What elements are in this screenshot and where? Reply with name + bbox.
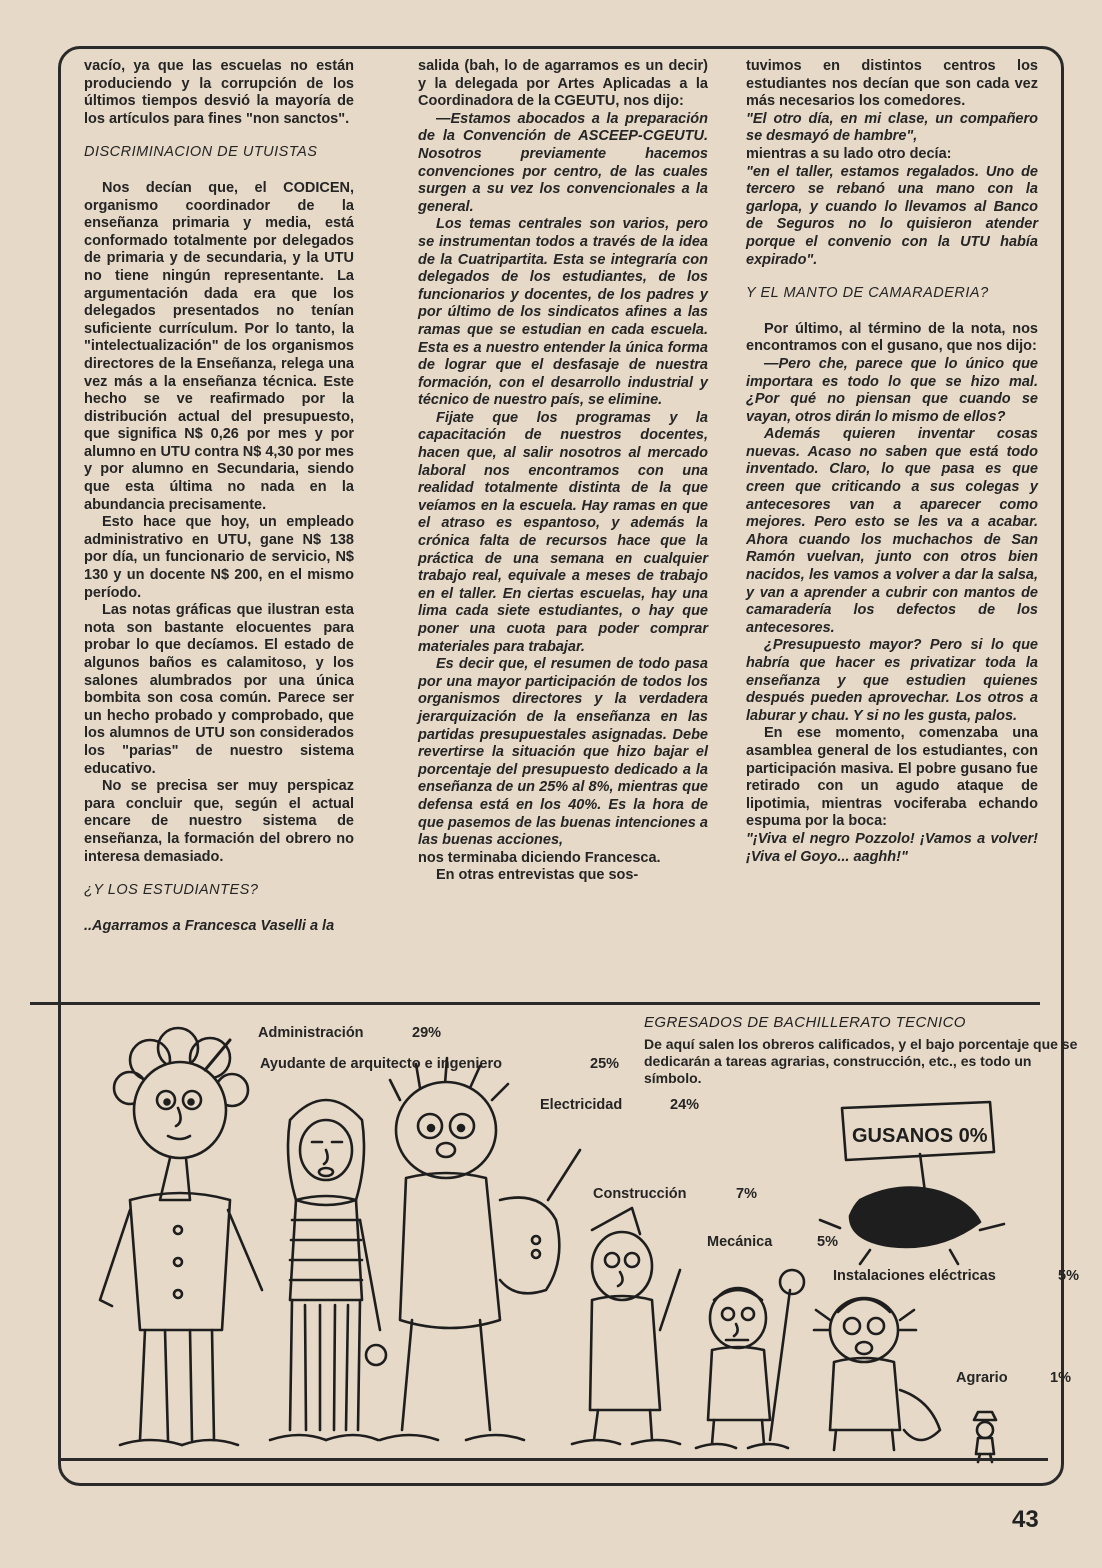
paragraph: No se precisa ser muy perspicaz para concluir que, según el actual encare de nuestro sistema de enseñanza, la formación del obrero no interesa demasiado. bbox=[84, 778, 354, 865]
section-heading-discriminacion: DISCRIMINACION DE UTUISTAS bbox=[84, 144, 318, 161]
label-administracion: Administración bbox=[258, 1025, 364, 1041]
figure-electricidad bbox=[380, 1058, 580, 1440]
label-instalaciones: Instalaciones eléctricas bbox=[833, 1268, 996, 1284]
paragraph: Además quieren inventar cosas nuevas. Acaso no saben que está todo inventado. Claro, lo que pasa es que creen que criticando a sus colegas y antecesores van a aparecer como mejores. Pero esto se les va a acabar. Ahora cuando los muchachos de San Ramón vuelvan, junto con otros bien nacidos, les vamos a volver a dar la salsa, y van a aprender a cubrir con mantos de camaradería los defectos de los antecesores. bbox=[746, 426, 1038, 636]
figure-ayudante bbox=[270, 1100, 386, 1440]
paragraph: salida (bah, lo de agarramos es un decir) y la delegada por Artes Aplicadas a la Coordinadora de la CGEUTU, nos dijo: bbox=[418, 58, 708, 110]
article-columns bbox=[84, 58, 1044, 1008]
paragraph: —Pero che, parece que lo único que importara es todo lo que se hizo mal. ¿Por qué no piensan que cuando se vayan, otros dirán lo mismo de ellos? bbox=[746, 355, 1038, 425]
figure-agrario bbox=[974, 1412, 996, 1462]
quote: "El otro día, en mi clase, un compañero se desmayó de hambre", bbox=[746, 110, 1038, 145]
paragraph: ¿Presupuesto mayor? Pero si lo que habría que hacer es privatizar toda la enseñanza y que estudien quienes después pueden aprovechar. Los otros a laburar y chau. Y si no les gusta, palos. bbox=[746, 637, 1038, 724]
quote: "en el taller, estamos regalados. Uno de tercero se rebanó una mano con la garlopa, y cuando lo llevamos al Banco de Seguros no lo quisieron atender porque el convenio con la UTU había expirado". bbox=[746, 163, 1038, 268]
figure-mecanica bbox=[696, 1270, 804, 1448]
label-mecanica: Mecánica bbox=[707, 1234, 773, 1250]
figure-instalaciones bbox=[814, 1298, 940, 1450]
bottom-frame-line bbox=[58, 1458, 1048, 1461]
paragraph: Es decir que, el resumen de todo pasa por una mayor participación de todos los organismos directores y la verdadera jerarquización de la enseñanza en las partidas presupuestales asignadas. Debe revertirse la situación que hizo bajar el porcentaje del presupuesto dedicado a la enseñanza de un 25% al 8%, mientras que defensa está en los 40%. Es la hora de que pasemos de las buenas intenciones a las buenas acciones, bbox=[418, 656, 708, 849]
page-number: 43 bbox=[1012, 1506, 1039, 1533]
figure-construccion bbox=[572, 1208, 680, 1444]
pct-mecanica: 5% bbox=[817, 1234, 838, 1250]
label-ayudante: Ayudante de arquitecto e ingeniero bbox=[260, 1056, 502, 1072]
paragraph: tuvimos en distintos centros los estudiantes nos decían que son cada vez más necesarios los comedores. bbox=[746, 58, 1038, 110]
section-heading-camaraderia: Y EL MANTO DE CAMARADERIA? bbox=[746, 285, 989, 302]
paragraph: Las notas gráficas que ilustran esta nota son bastante elocuentes para probar lo que decíamos. El estado de algunos baños es calamitoso, y los salones alumbrados por una única bombita son cosa común. Parece ser un hecho probado y comprobado, que los alumnos de UTU son considerados los "parias" de nuestro sistema educativo. bbox=[84, 602, 354, 777]
quote: "¡Viva el negro Pozzolo! ¡Vamos a volver! ¡Viva el Goyo... aaghh!" bbox=[746, 830, 1038, 865]
paragraph: vacío, ya que las escuelas no están produciendo y la corrupción de los últimos tiempos desvió la mayoría de los artículos para fines "non sanctos". bbox=[84, 58, 354, 127]
paragraph: ..Agarramos a Francesca Vaselli a la bbox=[84, 917, 335, 934]
column-1 bbox=[84, 58, 354, 935]
column-3 bbox=[746, 58, 1038, 866]
paragraph: En ese momento, comenzaba una asamblea general de los estudiantes, con participación masiva. El pobre gusano fue retirado con un agudo ataque de lipotimia, mientras vociferaba echando espuma por la boca: bbox=[746, 725, 1038, 830]
pct-electricidad: 24% bbox=[670, 1097, 700, 1113]
graphic-title: EGRESADOS DE BACHILLERATO TECNICO bbox=[644, 1014, 966, 1031]
section-heading-estudiantes: ¿Y LOS ESTUDIANTES? bbox=[84, 882, 259, 899]
paragraph: mientras a su lado otro decía: bbox=[746, 145, 952, 162]
paragraph: Por último, al término de la nota, nos encontramos con el gusano, que nos dijo: bbox=[746, 320, 1038, 355]
pct-construccion: 7% bbox=[736, 1186, 757, 1202]
paragraph: Fijate que los programas y la capacitación de nuestros docentes, hacen que, al salir nosotros al mercado laboral nos encontramos con una realidad totalmente distinta de la que veíamos en la escuela. Hay ramas en que el atraso es espantoso, y además la crónica falta de recursos hace que la práctica de una semana en cualquier trabajo real, equivale a meses de trabajo en el taller. En ciertas escuelas, hay una lima cada siete estudiantes, o hay que poner una cuota para poder comprar materiales para trabajar. bbox=[418, 409, 708, 655]
label-agrario: Agrario bbox=[956, 1370, 1008, 1386]
pct-agrario: 1% bbox=[1050, 1370, 1071, 1386]
label-electricidad: Electricidad bbox=[540, 1097, 623, 1113]
paragraph: Esto hace que hoy, un empleado administrativo en UTU, gane N$ 138 por día, un funcionario de servicio, N$ 130 y un docente N$ 200, en el mismo período. bbox=[84, 514, 354, 601]
pct-instalaciones: 5% bbox=[1058, 1268, 1079, 1284]
figure-administracion bbox=[100, 1028, 262, 1445]
column-2 bbox=[418, 58, 708, 885]
paragraph: Nos decían que, el CODICEN, organismo coordinador de la enseñanza primaria y media, está conformado totalmente por delegados de primaria y de secundaria, y la UTU no tiene ningún representante. La argumentación dada era que los delegados presentados no tenían suficiente currículum. Por lo tanto, la "intelectualización" de los organismos directores de la Enseñanza, relega una vez más a la enseñanza técnica. Este hecho se ve reafirmado por la distribución actual del presupuesto, que significa N$ 0,26 por mes y por alumno en UTU contra N$ 4,30 por mes y por alumno en Secundaria, siendo que esta última no nada en la abundancia precisamente. bbox=[84, 179, 354, 513]
paragraph: Los temas centrales son varios, pero se instrumentan todos a través de la idea de la Cuatripartita. Esta se integraría con delegados de los estudiantes, de los funcionarios y docentes, de los padres y por último de los sindicatos afines a las ramas que se estudian en cada escuela. Esta es a nuestro entender la única forma de lograr que el desfasaje de nuestra formación, con el desarrollo industrial y técnico de nuestro país, se elimine. bbox=[418, 216, 708, 409]
paragraph: En otras entrevistas que sos- bbox=[436, 867, 639, 884]
cartoon-illustration bbox=[0, 1000, 1102, 1470]
gusanos-sign-text: GUSANOS 0% bbox=[852, 1125, 988, 1147]
paragraph: —Estamos abocados a la preparación de la Convención de ASCEEP-CGEUTU. Nosotros previamente hacemos convenciones por centro, de las cuales surgen a su vez los convencionales a la general. bbox=[418, 110, 708, 215]
pct-administracion: 29% bbox=[412, 1025, 442, 1041]
graphic-subtitle: De aquí salen los obreros calificados, y el bajo porcentaje que se dedicarán a tareas agrarias, construcción, etc., es todo un símbolo. bbox=[644, 1036, 1078, 1086]
pct-ayudante: 25% bbox=[590, 1056, 620, 1072]
label-construccion: Construcción bbox=[593, 1186, 687, 1202]
paragraph: nos terminaba diciendo Francesca. bbox=[418, 849, 661, 866]
